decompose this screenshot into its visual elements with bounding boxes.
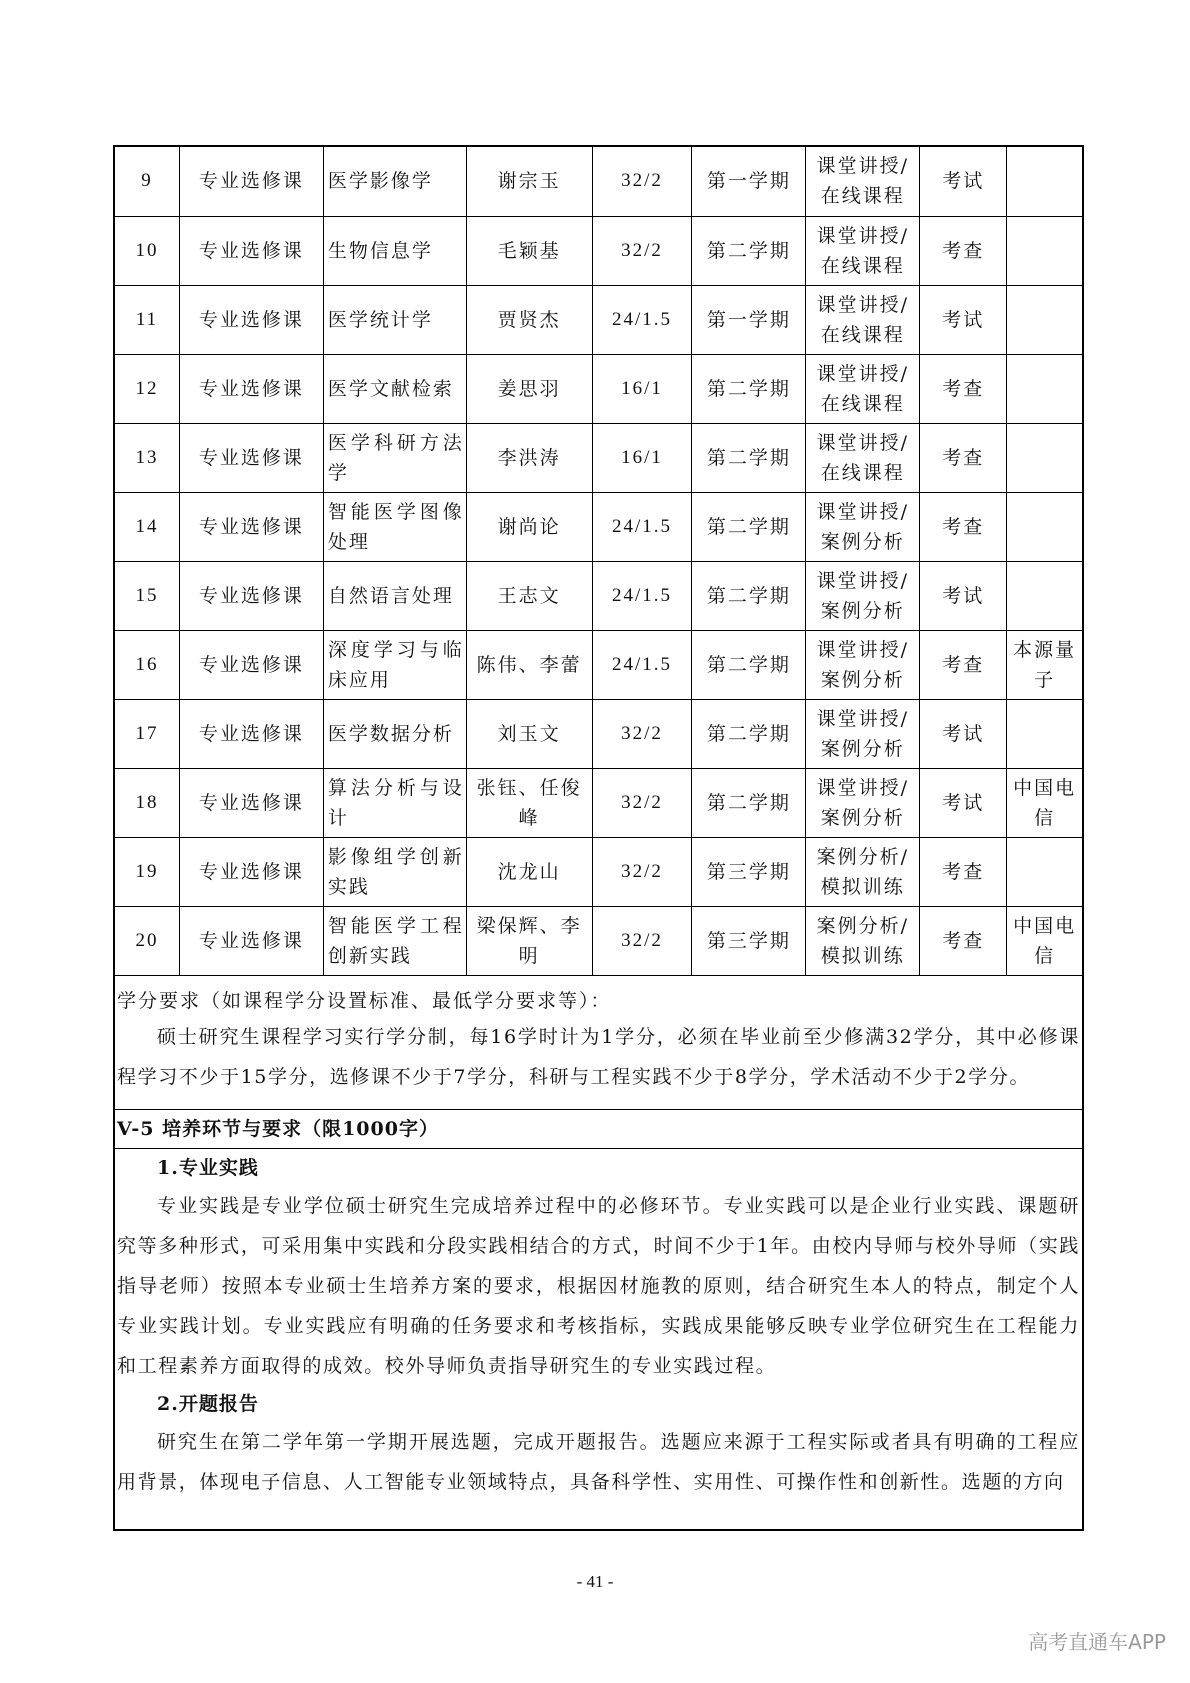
row-number: 14 <box>115 492 179 561</box>
teaching-method: 课堂讲授/案例分析 <box>806 561 920 630</box>
course-term: 第二学期 <box>692 216 806 285</box>
assessment-type: 考查 <box>920 837 1007 906</box>
assessment-type: 考试 <box>920 285 1007 354</box>
course-hours: 16/1 <box>592 423 692 492</box>
teaching-method: 课堂讲授/在线课程 <box>806 216 920 285</box>
teaching-method: 课堂讲授/在线课程 <box>806 147 920 216</box>
teaching-method: 课堂讲授/案例分析 <box>806 630 920 699</box>
paragraph-practice: 专业实践是专业学位硕士研究生完成培养过程中的必修环节。专业实践可以是企业行业实践、课题研究等多种形式，可采用集中实践和分段实践相结合的方式，时间不少于1年。由校内导师与校外导师（实践指导老师）按照本专业硕士生培养方案的要求，根据因材施教的原则，结合研究生本人的特点，制定个人专业实践计划。专业实践应有明确的任务要求和考核指标，实践成果能够反映专业学位研究生在工程能力和工程素养方面取得的成效。校外导师负责指导研究生的专业实践过程。 <box>117 1195 1080 1377</box>
course-name: 自然语言处理 <box>323 561 466 630</box>
course-teacher: 梁保辉、李明 <box>466 906 592 975</box>
row-number: 9 <box>115 147 179 216</box>
row-number: 13 <box>115 423 179 492</box>
teaching-method: 案例分析/模拟训练 <box>806 906 920 975</box>
row-number: 19 <box>115 837 179 906</box>
course-note: 本源量子 <box>1007 630 1082 699</box>
course-teacher: 毛颖基 <box>466 216 592 285</box>
course-type: 专业选修课 <box>179 354 323 423</box>
course-hours: 32/2 <box>592 837 692 906</box>
assessment-type: 考查 <box>920 216 1007 285</box>
course-name: 智能医学工程创新实践 <box>323 906 466 975</box>
course-type: 专业选修课 <box>179 906 323 975</box>
document-frame <box>113 145 1084 1531</box>
course-term: 第二学期 <box>692 354 806 423</box>
course-hours: 32/2 <box>592 906 692 975</box>
course-type: 专业选修课 <box>179 492 323 561</box>
course-term: 第三学期 <box>692 837 806 906</box>
assessment-type: 考试 <box>920 147 1007 216</box>
teaching-method: 课堂讲授/在线课程 <box>806 285 920 354</box>
table-row <box>115 354 1082 423</box>
credit-requirements <box>115 985 1082 1097</box>
course-name: 影像组学创新实践 <box>323 837 466 906</box>
course-note <box>1007 285 1082 354</box>
course-teacher: 沈龙山 <box>466 837 592 906</box>
course-type: 专业选修课 <box>179 285 323 354</box>
teaching-method: 案例分析/模拟训练 <box>806 837 920 906</box>
course-teacher: 姜思羽 <box>466 354 592 423</box>
assessment-type: 考试 <box>920 699 1007 768</box>
course-type: 专业选修课 <box>179 423 323 492</box>
table-row <box>115 630 1082 699</box>
course-hours: 24/1.5 <box>592 630 692 699</box>
watermark: 高考直通车APP <box>1028 1630 1166 1654</box>
course-note <box>1007 423 1082 492</box>
course-name: 医学数据分析 <box>323 699 466 768</box>
course-note <box>1007 699 1082 768</box>
course-hours: 16/1 <box>592 354 692 423</box>
course-term: 第二学期 <box>692 630 806 699</box>
assessment-type: 考查 <box>920 423 1007 492</box>
course-teacher: 谢宗玉 <box>466 147 592 216</box>
course-name: 医学统计学 <box>323 285 466 354</box>
course-note: 中国电信 <box>1007 768 1082 837</box>
course-hours: 24/1.5 <box>592 285 692 354</box>
course-term: 第三学期 <box>692 906 806 975</box>
course-hours: 32/2 <box>592 768 692 837</box>
course-teacher: 刘玉文 <box>466 699 592 768</box>
course-note: 中国电信 <box>1007 906 1082 975</box>
course-table <box>115 147 1082 976</box>
row-number: 18 <box>115 768 179 837</box>
course-type: 专业选修课 <box>179 630 323 699</box>
course-term: 第二学期 <box>692 699 806 768</box>
teaching-method: 课堂讲授/案例分析 <box>806 492 920 561</box>
table-row <box>115 423 1082 492</box>
course-term: 第二学期 <box>692 561 806 630</box>
course-teacher: 王志文 <box>466 561 592 630</box>
section-title: V-5 培养环节与要求（限1000字） <box>115 1109 1082 1149</box>
course-name: 医学影像学 <box>323 147 466 216</box>
table-row <box>115 837 1082 906</box>
course-note <box>1007 561 1082 630</box>
course-teacher: 李洪涛 <box>466 423 592 492</box>
row-number: 20 <box>115 906 179 975</box>
teaching-method: 课堂讲授/在线课程 <box>806 423 920 492</box>
table-row <box>115 216 1082 285</box>
subheading-practice: 1.专业实践 <box>157 1157 259 1179</box>
row-number: 11 <box>115 285 179 354</box>
course-term: 第二学期 <box>692 423 806 492</box>
row-number: 15 <box>115 561 179 630</box>
course-teacher: 张钰、任俊峰 <box>466 768 592 837</box>
row-number: 10 <box>115 216 179 285</box>
page-number: - 41 - <box>576 1572 614 1591</box>
assessment-type: 考查 <box>920 906 1007 975</box>
course-teacher: 陈伟、李蕾 <box>466 630 592 699</box>
course-type: 专业选修课 <box>179 699 323 768</box>
credit-text: 硕士研究生课程学习实行学分制，每16学时计为1学分，必须在毕业前至少修满32学分，其中必修课程学习不少于15学分，选修课不少于7学分，科研与工程实践不少于8学分，学术活动不少于2学分。 <box>117 1026 1080 1088</box>
course-note <box>1007 492 1082 561</box>
course-type: 专业选修课 <box>179 837 323 906</box>
course-term: 第二学期 <box>692 492 806 561</box>
credit-label: 学分要求（如课程学分设置标准、最低学分要求等）： <box>117 990 612 1012</box>
table-row <box>115 906 1082 975</box>
assessment-type: 考查 <box>920 630 1007 699</box>
table-row <box>115 768 1082 837</box>
course-teacher: 谢尚论 <box>466 492 592 561</box>
course-term: 第二学期 <box>692 768 806 837</box>
table-row <box>115 492 1082 561</box>
course-hours: 32/2 <box>592 699 692 768</box>
course-term: 第一学期 <box>692 285 806 354</box>
course-note <box>1007 216 1082 285</box>
row-number: 16 <box>115 630 179 699</box>
teaching-method: 课堂讲授/案例分析 <box>806 768 920 837</box>
course-hours: 24/1.5 <box>592 492 692 561</box>
course-name: 医学文献检索 <box>323 354 466 423</box>
course-note <box>1007 354 1082 423</box>
course-name: 智能医学图像处理 <box>323 492 466 561</box>
row-number: 17 <box>115 699 179 768</box>
course-hours: 24/1.5 <box>592 561 692 630</box>
teaching-method: 课堂讲授/在线课程 <box>806 354 920 423</box>
teaching-method: 课堂讲授/案例分析 <box>806 699 920 768</box>
subheading-proposal: 2.开题报告 <box>157 1393 259 1415</box>
course-note <box>1007 147 1082 216</box>
section-body <box>115 1150 1082 1502</box>
row-number: 12 <box>115 354 179 423</box>
course-note <box>1007 837 1082 906</box>
table-row <box>115 561 1082 630</box>
table-row <box>115 699 1082 768</box>
course-teacher: 贾贤杰 <box>466 285 592 354</box>
course-name: 深度学习与临床应用 <box>323 630 466 699</box>
course-term: 第一学期 <box>692 147 806 216</box>
paragraph-proposal: 研究生在第二学年第一学期开展选题，完成开题报告。选题应来源于工程实际或者具有明确的工程应用背景，体现电子信息、人工智能专业领域特点，具备科学性、实用性、可操作性和创新性。选题的方向 <box>117 1431 1080 1493</box>
course-type: 专业选修课 <box>179 216 323 285</box>
course-type: 专业选修课 <box>179 768 323 837</box>
assessment-type: 考试 <box>920 768 1007 837</box>
assessment-type: 考试 <box>920 561 1007 630</box>
course-type: 专业选修课 <box>179 561 323 630</box>
table-row <box>115 147 1082 216</box>
course-name: 医学科研方法学 <box>323 423 466 492</box>
table-row <box>115 285 1082 354</box>
course-type: 专业选修课 <box>179 147 323 216</box>
course-name: 生物信息学 <box>323 216 466 285</box>
course-hours: 32/2 <box>592 216 692 285</box>
assessment-type: 考查 <box>920 354 1007 423</box>
course-name: 算法分析与设计 <box>323 768 466 837</box>
assessment-type: 考查 <box>920 492 1007 561</box>
course-hours: 32/2 <box>592 147 692 216</box>
